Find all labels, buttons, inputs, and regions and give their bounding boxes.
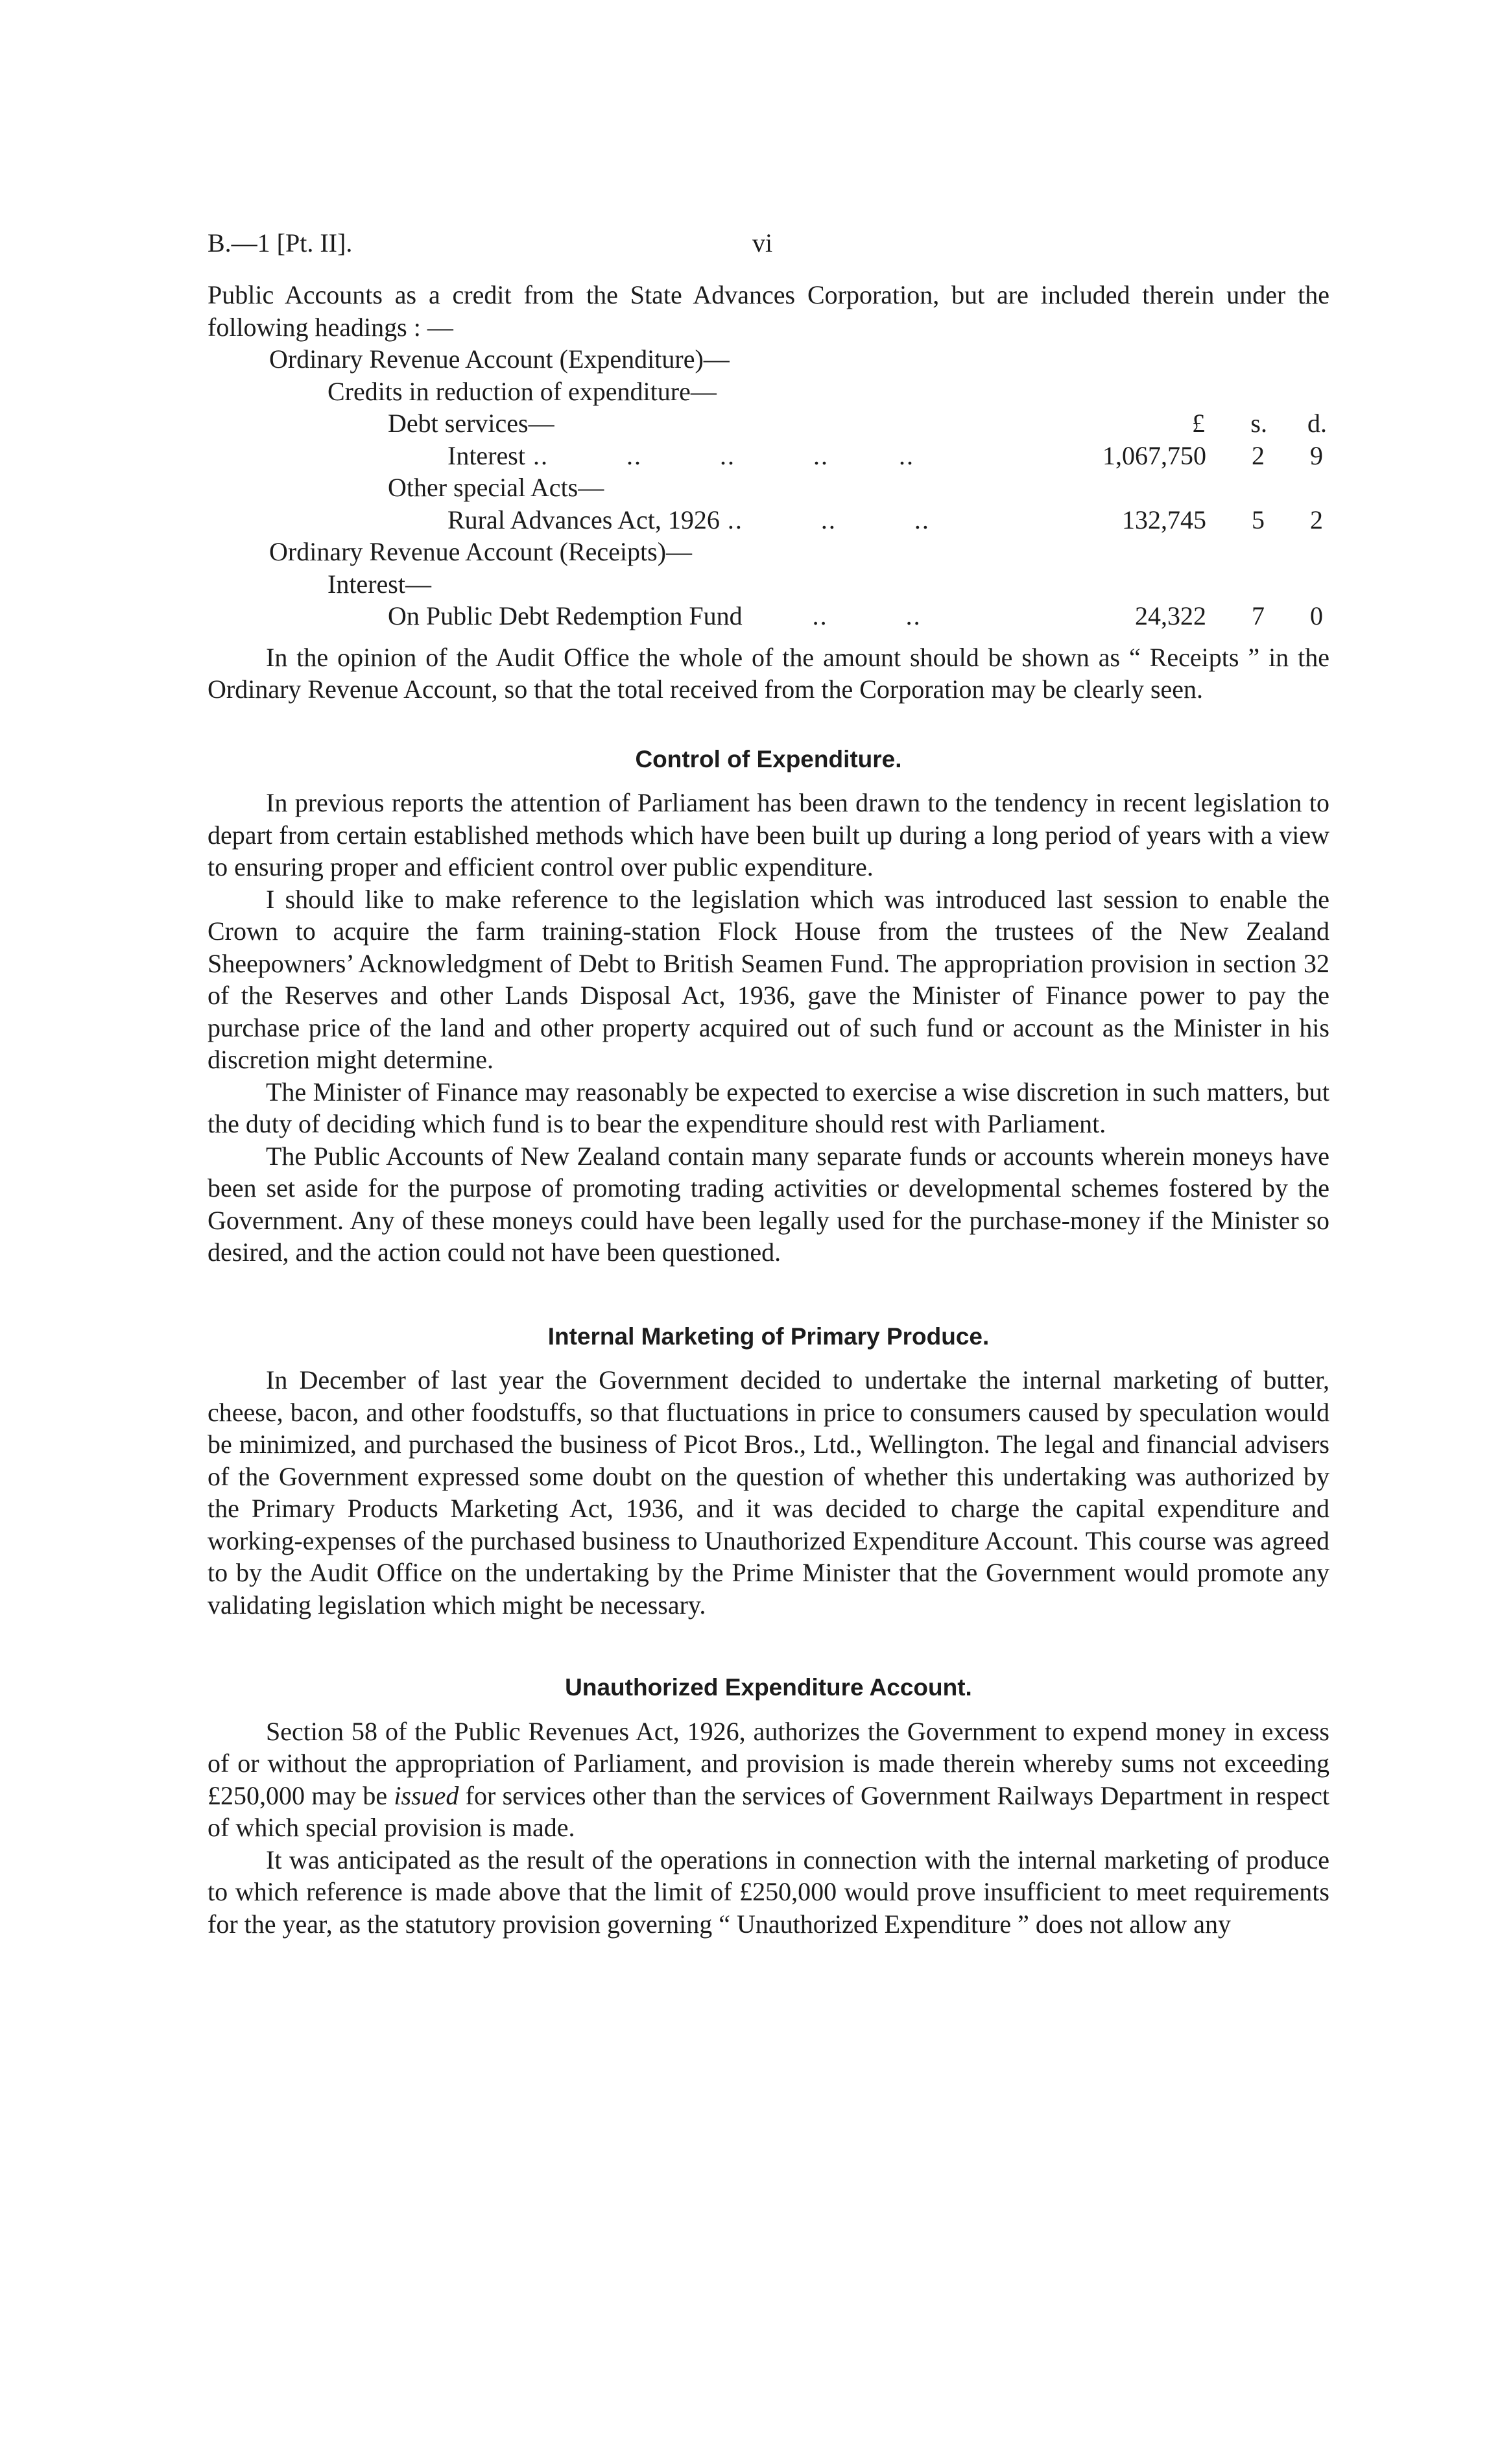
page-header bbox=[208, 227, 1329, 279]
text-run: for services other than the services of Government Railways Department in respect of which special provision is made. bbox=[208, 1780, 1330, 1842]
row-label: Interest bbox=[447, 440, 525, 470]
accounts-table bbox=[208, 343, 1329, 632]
audit-opinion-paragraph: In the opinion of the Audit Office the whole of the amount should be shown as “ Receipts ” in the Ordinary Revenue Account, so that the total received from the Corporation may be clearly seen. bbox=[208, 642, 1329, 704]
shillings-value: 2 bbox=[1252, 440, 1265, 470]
table-line bbox=[208, 568, 1329, 601]
account-subheading: Interest— bbox=[328, 569, 431, 599]
pounds-unit: £ bbox=[1192, 409, 1205, 438]
shillings-unit: s. bbox=[1250, 409, 1267, 438]
shillings-value: 7 bbox=[1252, 601, 1265, 630]
table-line bbox=[208, 407, 1329, 440]
table-line bbox=[208, 343, 1329, 376]
table-line bbox=[208, 536, 1329, 568]
account-heading: Ordinary Revenue Account (Expenditure)— bbox=[269, 344, 730, 374]
paragraph: It was anticipated as the result of the operations in connection with the internal marketing of produce to which reference is made above that the limit of £250,000 would prove insufficient to meet requirements for the year, as the statutory provision governing “ Unauthorized Expenditure ” does not allow any bbox=[208, 1845, 1329, 1939]
account-heading: Ordinary Revenue Account (Receipts)— bbox=[269, 537, 693, 566]
document-reference: B.—1 [Pt. II]. bbox=[208, 228, 353, 257]
section-heading-internal-marketing: Internal Marketing of Primary Produce. bbox=[547, 1322, 990, 1350]
intro-paragraph: Public Accounts as a credit from the State Advances Corporation, but are included therein under the following headings : — bbox=[208, 280, 1329, 342]
emphasized-text: issued bbox=[394, 1780, 459, 1810]
table-row: On Public Debt Redemption Fund .. .. 24,322 7 0 bbox=[208, 600, 1329, 632]
pounds-value: 1,067,750 bbox=[1102, 440, 1206, 470]
section-heading-unauthorized-expenditure: Unauthorized Expenditure Account. bbox=[565, 1674, 972, 1701]
pounds-value: 24,322 bbox=[1135, 601, 1206, 630]
paragraph: The Minister of Finance may reasonably be expected to exercise a wise discretion in such matters, but the duty of deciding which fund is to bear the expenditure should rest with Parliament. bbox=[208, 1077, 1329, 1138]
page-number: vi bbox=[752, 228, 773, 257]
account-subheading: Other special Acts— bbox=[388, 473, 604, 502]
table-line bbox=[208, 376, 1329, 408]
table-row: Rural Advances Act, 1926 .. .. .. 132,745 5 2 bbox=[208, 504, 1329, 536]
paragraph: In previous reports the attention of Parliament has been drawn to the tendency in recent legislation to depart from certain established methods which have been built up during a long period of years with a view to ensuring proper and efficient control over public expenditure. bbox=[208, 788, 1329, 881]
row-label: Rural Advances Act, 1926 bbox=[447, 505, 720, 534]
paragraph: The Public Accounts of New Zealand contain many separate funds or accounts wherein moneys have been set aside for the purpose of promoting trading activities or developmental schemes fostered by the Government. Any of these moneys could have been legally used for the purchase-money if the Minister so desired, and the action could not have been questioned. bbox=[208, 1141, 1329, 1267]
text-column bbox=[208, 227, 1329, 1940]
pence-value: 0 bbox=[1310, 601, 1323, 630]
pence-unit: d. bbox=[1307, 409, 1327, 438]
account-subheading: Debt services— bbox=[388, 409, 554, 438]
table-row: Interest .. .. .. .. .. 1,067,750 2 9 bbox=[208, 440, 1329, 472]
pence-value: 2 bbox=[1310, 505, 1323, 534]
text-run: Section 58 of the Public Revenues Act, 1926, authorizes the Government to expend money in excess of or without the appropriation of Parliament, and provision is made therein whereby sums not exceeding £250,000 may be bbox=[208, 1716, 1329, 1810]
shillings-value: 5 bbox=[1252, 505, 1265, 534]
account-subheading: Credits in reduction of expenditure— bbox=[328, 376, 717, 406]
paragraph: I should like to make reference to the legislation which was introduced last session to enable the Crown to acquire the farm training-station Flock House from the trustees of the New Zealand Sheepowners’ Acknowledgment of Debt to British Seamen Fund. The appropriation provision in section 32 of the Reserves and other Lands Disposal Act, 1936, gave the Minister of Finance power to pay the purchase price of the land and other property acquired out of such fund or account as the Minister in his discretion might determine. bbox=[208, 884, 1329, 1074]
section-heading-control: Control of Expenditure. bbox=[635, 745, 902, 772]
row-label: On Public Debt Redemption Fund bbox=[388, 601, 743, 630]
pence-value: 9 bbox=[1310, 440, 1323, 470]
paragraph bbox=[208, 1716, 1329, 1844]
paragraph: In December of last year the Government decided to undertake the internal marketing of butter, cheese, bacon, and other foodstuffs, so that fluctuations in price to consumers caused by speculation would be minimized, and purchased the business of Picot Bros., Ltd., Wellington. The legal and financial advisers of the Government expressed some doubt on the question of whether this undertaking was authorized by the Primary Products Marketing Act, 1936, and it was decided to charge the capital expenditure and working-expenses of the purchased business to Unauthorized Expenditure Account. This course was agreed to by the Audit Office on the undertaking by the Prime Minister that the Government would promote any validating legislation which might be necessary. bbox=[208, 1365, 1329, 1620]
table-line bbox=[208, 472, 1329, 504]
pounds-value: 132,745 bbox=[1122, 505, 1206, 534]
